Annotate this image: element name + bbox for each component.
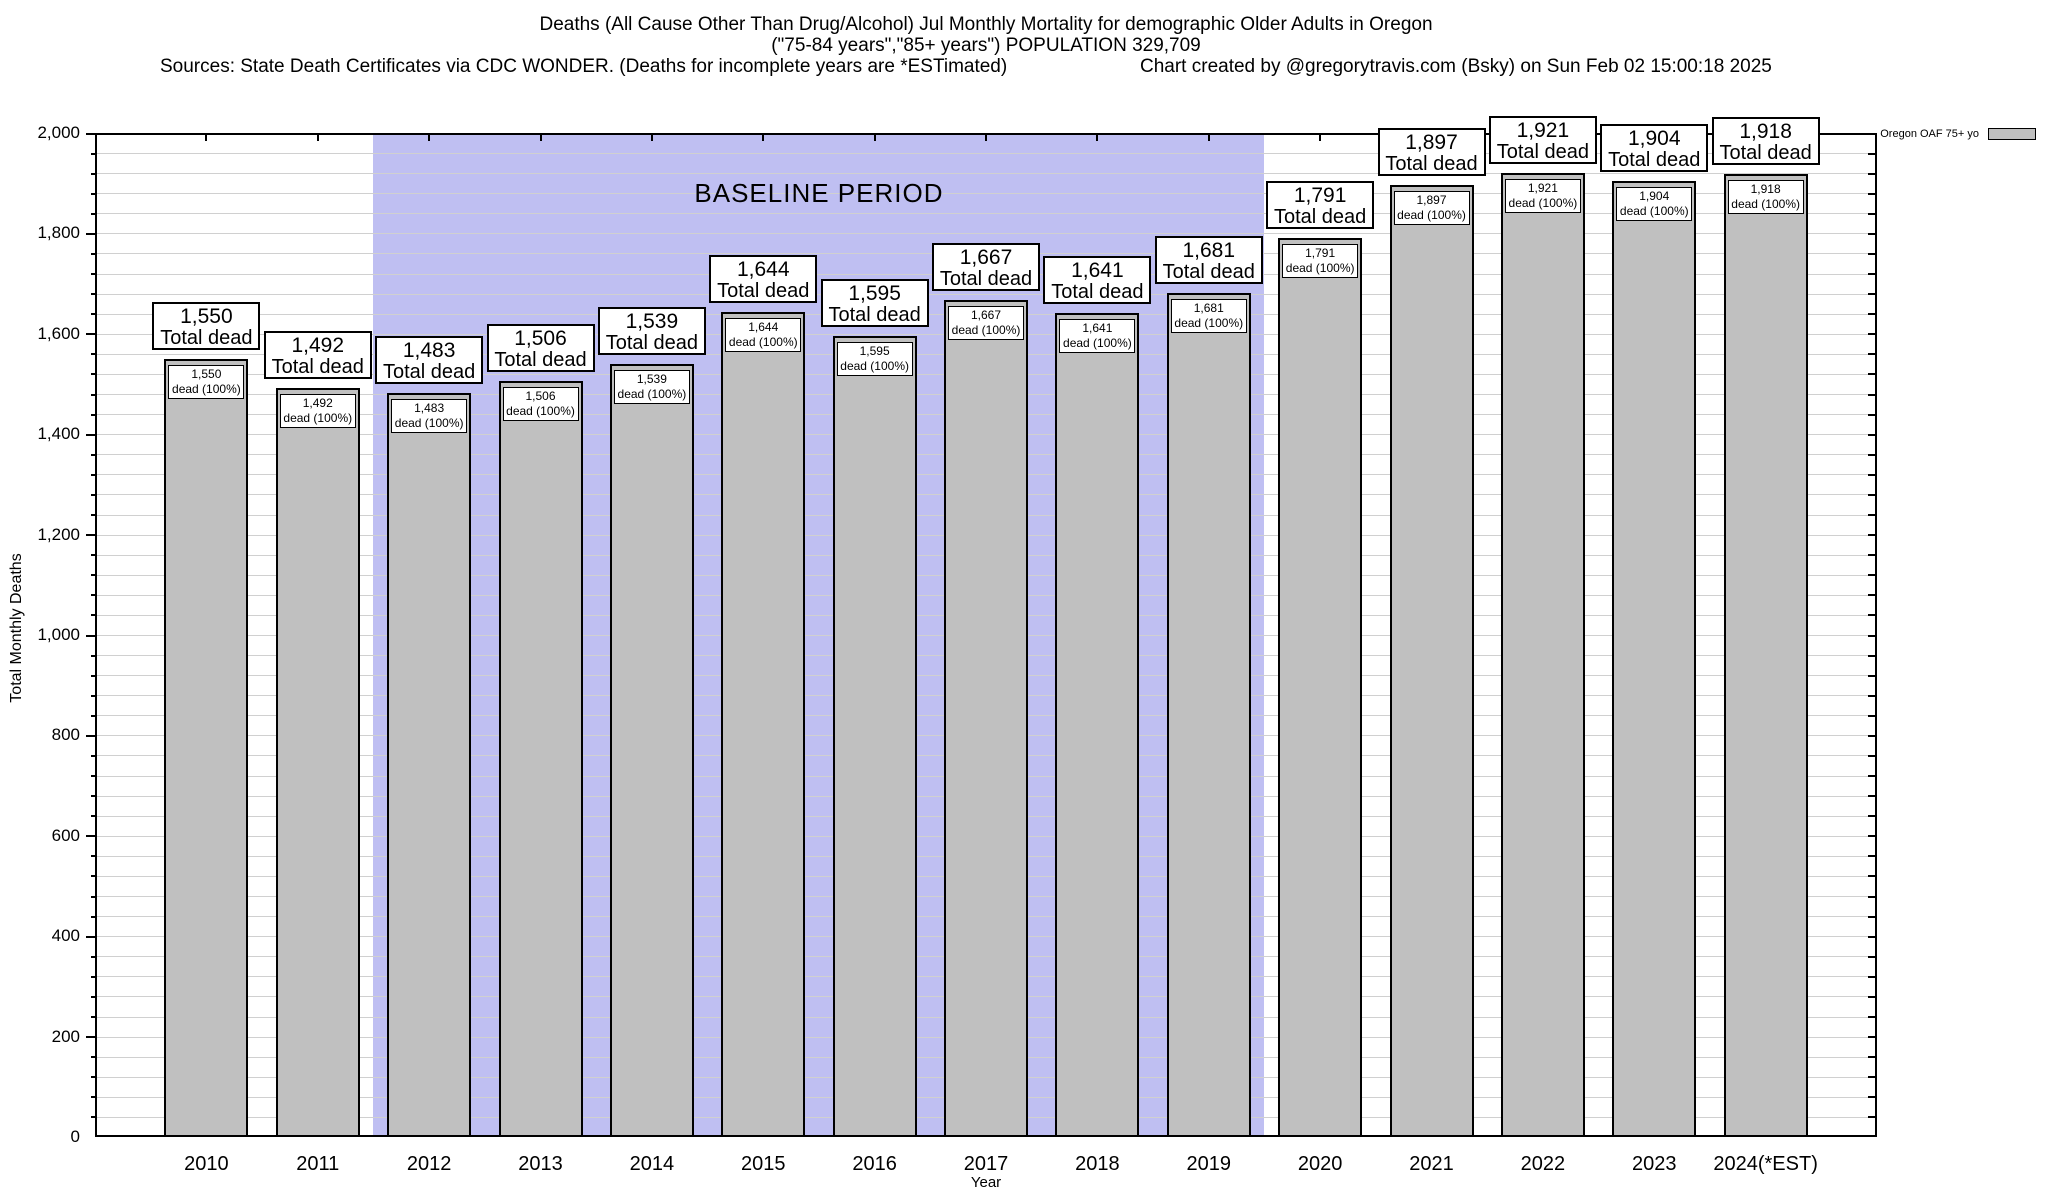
gridline (95, 233, 1877, 234)
x-tick-top (651, 133, 653, 141)
y-tick (91, 153, 95, 155)
bar (1724, 174, 1808, 1137)
y-tick (91, 1016, 95, 1018)
x-tick-label: 2023 (1632, 1153, 1677, 1175)
bar-total-label (152, 302, 260, 350)
y-tick-mirror (1868, 1036, 1877, 1038)
y-tick-label: 1,600 (37, 323, 80, 343)
x-tick-label: 2016 (852, 1153, 897, 1175)
bar-total-suffix: Total dead (1385, 152, 1478, 175)
bar-total-suffix: Total dead (1162, 261, 1255, 284)
y-tick-mirror (1868, 755, 1877, 757)
x-tick-top (428, 133, 430, 141)
y-tick-mirror (1868, 233, 1877, 235)
bar-total-suffix: Total dead (1051, 281, 1144, 304)
y-tick-mirror (1868, 996, 1877, 998)
y-tick-mirror (1868, 353, 1877, 355)
bar-total-label (598, 307, 706, 355)
x-tick-label: 2018 (1075, 1153, 1120, 1175)
y-tick-label: 400 (51, 926, 80, 946)
y-tick (91, 755, 95, 757)
bar (1612, 181, 1696, 1137)
y-tick-mirror (1868, 875, 1877, 877)
y-tick-mirror (1868, 655, 1877, 657)
bar-inner-suffix: dead (100%) (728, 334, 798, 349)
x-tick-label: 2017 (963, 1153, 1009, 1175)
y-tick-mirror (1868, 896, 1877, 898)
bar-inner-label (1171, 299, 1247, 333)
y-tick-label: 600 (51, 825, 80, 845)
y-tick-mirror (1868, 1016, 1877, 1018)
bar-inner-value: 1,897 (1416, 192, 1447, 207)
y-tick-mirror (1868, 956, 1877, 958)
y-tick (86, 333, 95, 335)
y-tick (86, 133, 95, 135)
x-tick-top (1319, 133, 1321, 141)
bar-inner-value: 1,550 (191, 366, 222, 381)
bar-inner-value: 1,644 (748, 319, 779, 334)
bar-total-label (1378, 128, 1486, 176)
bar-inner-value: 1,492 (302, 396, 333, 411)
bar-total-suffix: Total dead (494, 348, 587, 371)
y-tick-mirror (1868, 1056, 1877, 1058)
bar (499, 381, 583, 1137)
y-tick-mirror (1868, 414, 1877, 416)
bar (610, 364, 694, 1137)
bar-inner-label (280, 394, 356, 428)
bar-inner-suffix: dead (100%) (951, 323, 1021, 338)
bar-inner-label (168, 365, 244, 399)
x-axis-title: Year (970, 1174, 1002, 1191)
y-tick (91, 1076, 95, 1078)
chart-credit: Chart created by @gregorytravis.com (Bsky) on Sun Feb 02 15:00:18 2025 (1140, 56, 1772, 77)
bar-inner-value: 1,506 (525, 388, 556, 403)
y-tick-mirror (1868, 373, 1877, 375)
y-tick-mirror (1868, 675, 1877, 677)
y-tick-mirror (1868, 213, 1877, 215)
y-axis-title: Total Monthly Deaths (8, 553, 25, 703)
y-tick-mirror (1868, 494, 1877, 496)
x-tick-label: 2013 (518, 1153, 563, 1175)
bar-total-suffix: Total dead (939, 268, 1033, 291)
y-tick (91, 574, 95, 576)
y-tick (91, 474, 95, 476)
bar-total-value: 1,644 (736, 257, 790, 281)
y-tick (91, 213, 95, 215)
bar-inner-suffix: dead (100%) (1508, 195, 1578, 210)
bar-total-suffix: Total dead (605, 332, 699, 355)
y-tick-mirror (1868, 333, 1877, 335)
bar-total-label (264, 331, 372, 379)
bar-inner-value: 1,667 (970, 308, 1002, 323)
legend-label: Oregon OAF 75+ yo (1880, 128, 1979, 140)
y-tick (86, 1036, 95, 1038)
gridline (95, 213, 1877, 214)
bar-total-label (487, 324, 595, 372)
bar-total-value: 1,539 (625, 310, 679, 334)
bar-total-label (1600, 124, 1708, 172)
y-tick (91, 353, 95, 355)
bar-inner-value: 1,791 (1305, 245, 1336, 260)
bar-total-value: 1,492 (291, 334, 345, 358)
y-tick-mirror (1868, 574, 1877, 576)
bar-inner-label (1616, 187, 1692, 221)
bar-total-suffix: Total dead (271, 356, 364, 379)
x-tick-label: 2010 (184, 1153, 229, 1175)
y-tick-label: 200 (51, 1026, 80, 1046)
bar-total-suffix: Total dead (1496, 140, 1590, 163)
y-tick-mirror (1868, 976, 1877, 978)
y-tick (91, 695, 95, 697)
gridline (95, 173, 1877, 174)
bar (1390, 185, 1474, 1137)
x-tick-top (985, 133, 987, 141)
y-tick (86, 233, 95, 235)
bar-total-suffix: Total dead (1273, 205, 1367, 228)
y-tick (91, 896, 95, 898)
x-tick-label: 2014 (629, 1153, 675, 1175)
y-tick-mirror (1868, 534, 1877, 536)
y-tick-mirror (1868, 715, 1877, 717)
y-tick (86, 936, 95, 938)
bar-inner-label (614, 370, 690, 404)
y-tick-label: 1,200 (37, 524, 80, 544)
x-tick-label: 2022 (1520, 1153, 1566, 1175)
bar-inner-suffix: dead (100%) (1285, 260, 1355, 275)
y-tick (86, 534, 95, 536)
x-tick-label: 2021 (1409, 1153, 1454, 1175)
y-tick (91, 976, 95, 978)
bar-total-value: 1,897 (1405, 130, 1458, 154)
x-tick-top (1096, 133, 1098, 141)
bar-total-label (1155, 236, 1263, 284)
y-tick-mirror (1868, 594, 1877, 596)
bar-inner-suffix: dead (100%) (617, 387, 687, 402)
y-tick-mirror (1868, 514, 1877, 516)
bar-inner-label (1282, 244, 1358, 278)
bar-inner-label (837, 342, 913, 376)
y-tick (91, 313, 95, 315)
y-tick (86, 735, 95, 737)
gridline (95, 294, 1877, 295)
bar-total-value: 1,667 (959, 246, 1013, 270)
y-tick (91, 956, 95, 958)
y-tick (86, 635, 95, 637)
bar-total-label (375, 336, 483, 384)
bar-inner-suffix: dead (100%) (283, 411, 353, 426)
y-tick-mirror (1868, 193, 1877, 195)
y-tick (91, 815, 95, 817)
chart-subtitle: ("75-84 years","85+ years") POPULATION 329,709 (771, 35, 1201, 56)
x-tick-top (540, 133, 542, 141)
y-tick (91, 394, 95, 396)
y-tick-label: 1,000 (37, 625, 80, 644)
bar-total-value: 1,918 (1739, 120, 1792, 144)
y-tick-mirror (1868, 695, 1877, 697)
bar-total-suffix: Total dead (160, 326, 253, 349)
bar (1167, 293, 1251, 1137)
y-tick (91, 273, 95, 275)
bar-total-value: 1,904 (1627, 127, 1681, 151)
y-tick (91, 494, 95, 496)
y-tick-mirror (1868, 635, 1877, 637)
y-tick (91, 775, 95, 777)
y-tick (91, 1056, 95, 1058)
bar-inner-suffix: dead (100%) (172, 381, 241, 396)
bar-inner-suffix: dead (100%) (1619, 204, 1689, 219)
y-tick (91, 514, 95, 516)
y-tick (86, 434, 95, 436)
chart-title: Deaths (All Cause Other Than Drug/Alcohol) Jul Monthly Mortality for demographic Older Adults in Oregon (539, 14, 1433, 35)
bar-total-label (1266, 181, 1374, 229)
y-tick (91, 454, 95, 456)
y-tick-mirror (1868, 454, 1877, 456)
y-tick (91, 554, 95, 556)
x-tick-label: 2015 (741, 1153, 786, 1175)
y-tick-mirror (1868, 293, 1877, 295)
bar (1278, 238, 1362, 1137)
bar-inner-label (1394, 191, 1470, 225)
bar-inner-label (503, 387, 579, 421)
bar-total-suffix: Total dead (828, 304, 921, 327)
bar (387, 393, 471, 1137)
bar-inner-label (948, 306, 1024, 340)
y-tick-mirror (1868, 916, 1877, 918)
bar-total-suffix: Total dead (717, 279, 810, 302)
bar-inner-value: 1,539 (636, 372, 667, 387)
y-tick-mirror (1868, 173, 1877, 175)
x-tick-label: 2012 (406, 1153, 452, 1175)
bar-inner-value: 1,904 (1639, 189, 1670, 204)
y-tick-mirror (1868, 253, 1877, 255)
y-tick (91, 1096, 95, 1098)
bar (276, 388, 360, 1137)
baseline-label: BASELINE PERIOD (694, 178, 944, 208)
y-tick (91, 614, 95, 616)
bar-inner-suffix: dead (100%) (506, 403, 575, 418)
y-tick-mirror (1868, 735, 1877, 737)
bar-inner-suffix: dead (100%) (1063, 336, 1132, 351)
bar-total-label (1489, 116, 1597, 164)
y-tick (91, 715, 95, 717)
bar-total-label (1712, 117, 1820, 165)
y-tick-label: 0 (70, 1127, 80, 1146)
bar-total-value: 1,483 (402, 338, 456, 362)
y-tick (91, 193, 95, 195)
x-tick-top (317, 133, 319, 141)
bar-total-value: 1,550 (180, 304, 233, 328)
bar-total-label (1043, 256, 1151, 304)
bar (721, 312, 805, 1137)
y-tick-mirror (1868, 775, 1877, 777)
bar-inner-label (391, 399, 467, 433)
y-tick (91, 253, 95, 255)
bar-inner-suffix: dead (100%) (1174, 316, 1244, 331)
bar-total-value: 1,921 (1516, 118, 1570, 142)
y-tick-label: 2,000 (37, 123, 80, 142)
y-tick (91, 795, 95, 797)
bar-total-label (932, 243, 1040, 291)
y-tick-mirror (1868, 795, 1877, 797)
bar-total-value: 1,681 (1182, 239, 1236, 263)
y-tick-mirror (1868, 936, 1877, 938)
x-tick-label: 2011 (296, 1153, 340, 1175)
bar-inner-suffix: dead (100%) (1731, 197, 1800, 212)
y-tick (91, 1116, 95, 1118)
y-tick-mirror (1868, 815, 1877, 817)
bar (833, 336, 917, 1137)
y-tick-label: 1,400 (37, 424, 80, 444)
bar-total-suffix: Total dead (382, 360, 476, 383)
x-tick-top (874, 133, 876, 141)
y-tick-mirror (1868, 313, 1877, 315)
bar-total-value: 1,641 (1071, 259, 1124, 283)
y-tick (91, 855, 95, 857)
bar-inner-label (1059, 319, 1135, 353)
y-tick-label: 1,800 (37, 223, 80, 243)
y-tick-mirror (1868, 1096, 1877, 1098)
legend (1880, 128, 2036, 140)
bar-inner-value: 1,641 (1082, 321, 1113, 336)
bar (1055, 313, 1139, 1137)
bar-inner-value: 1,483 (414, 400, 445, 415)
y-tick (91, 373, 95, 375)
bar-total-label (709, 255, 817, 303)
y-tick (91, 675, 95, 677)
y-tick-label: 800 (51, 725, 80, 745)
y-tick-mirror (1868, 273, 1877, 275)
x-tick-top (762, 133, 764, 141)
y-tick (91, 173, 95, 175)
y-tick (91, 996, 95, 998)
x-tick-label: 2024(*EST) (1713, 1153, 1818, 1175)
bar (944, 300, 1028, 1137)
x-tick-top (1208, 133, 1210, 141)
x-tick-label: 2020 (1297, 1153, 1343, 1175)
y-tick (91, 655, 95, 657)
bar (164, 359, 248, 1137)
bar-total-label (821, 279, 929, 327)
y-tick-mirror (1868, 554, 1877, 556)
y-tick-mirror (1868, 394, 1877, 396)
y-tick-mirror (1868, 434, 1877, 436)
bar-inner-suffix: dead (100%) (840, 359, 909, 374)
x-tick-label: 2019 (1186, 1153, 1231, 1175)
y-tick-mirror (1868, 855, 1877, 857)
bar-inner-suffix: dead (100%) (394, 415, 464, 430)
bar-total-value: 1,506 (514, 326, 567, 350)
bar-total-suffix: Total dead (1608, 149, 1701, 172)
bar-inner-label (725, 318, 801, 352)
chart-sources: Sources: State Death Certificates via CDC WONDER. (Deaths for incomplete years are *ESTimated) (160, 56, 1008, 77)
bar-total-value: 1,791 (1293, 183, 1347, 207)
y-tick (91, 414, 95, 416)
bar (1501, 173, 1585, 1137)
bar-inner-suffix: dead (100%) (1397, 207, 1466, 222)
y-tick (91, 293, 95, 295)
bar-total-suffix: Total dead (1719, 142, 1812, 165)
x-tick-top (205, 133, 207, 141)
bar-inner-value: 1,921 (1527, 180, 1558, 195)
bar-inner-label (1728, 180, 1804, 214)
y-tick-mirror (1868, 1116, 1877, 1118)
bar-total-value: 1,595 (848, 282, 901, 306)
y-tick-mirror (1868, 835, 1877, 837)
y-tick-mirror (1868, 1076, 1877, 1078)
y-tick (91, 916, 95, 918)
bar-inner-value: 1,918 (1750, 182, 1781, 197)
bar-inner-label (1505, 179, 1581, 213)
y-tick-mirror (1868, 474, 1877, 476)
y-tick (86, 835, 95, 837)
bar-inner-value: 1,595 (859, 344, 890, 359)
y-tick (91, 875, 95, 877)
y-tick-mirror (1868, 614, 1877, 616)
bar-inner-value: 1,681 (1193, 301, 1224, 316)
legend-swatch (1988, 128, 2036, 140)
y-tick-mirror (1868, 133, 1877, 135)
y-tick-mirror (1868, 153, 1877, 155)
y-tick (91, 594, 95, 596)
